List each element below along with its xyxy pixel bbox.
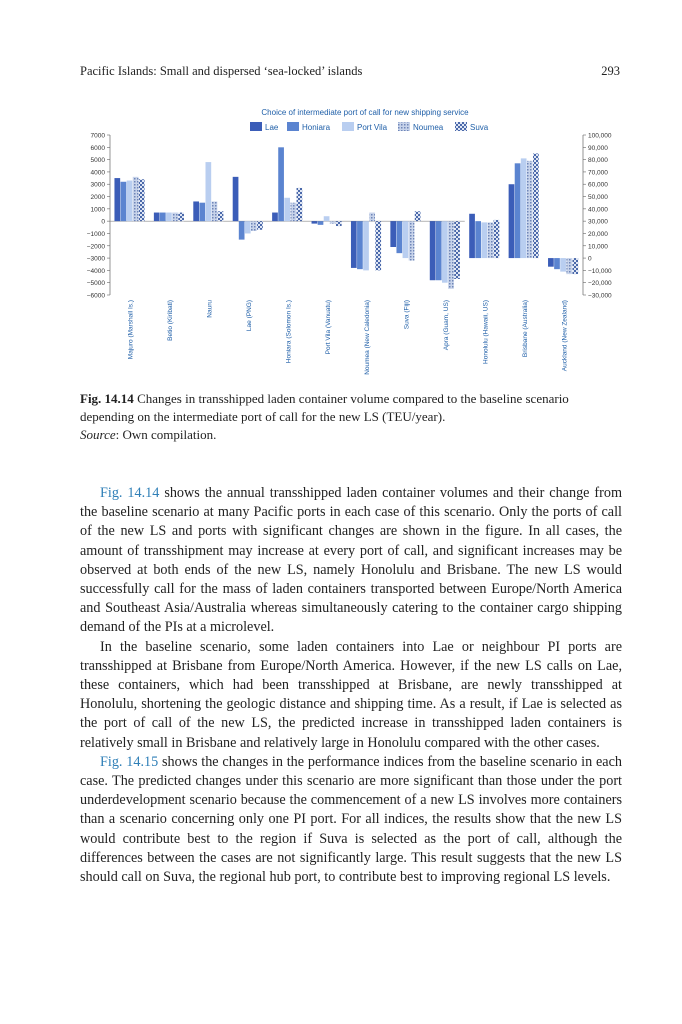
category-label: Auckland (New Zealand) — [561, 299, 569, 372]
left-tick-label: −1000 — [86, 230, 105, 238]
right-tick-label: −20,000 — [588, 280, 612, 288]
right-tick-label: 80,000 — [588, 157, 608, 165]
left-tick-label: −4000 — [86, 267, 105, 275]
left-tick-label: 3000 — [90, 181, 105, 189]
legend-swatch — [250, 122, 262, 131]
bar — [336, 221, 342, 226]
category-label: Honolulu (Hawaii, US) — [482, 300, 490, 364]
bar — [154, 213, 160, 222]
page-number: 293 — [601, 64, 620, 78]
right-tick-label: 30,000 — [588, 218, 608, 226]
bar — [257, 221, 263, 230]
bar — [396, 221, 402, 253]
paragraph-1 — [80, 484, 622, 638]
legend-item — [398, 122, 444, 132]
figure-caption — [80, 390, 622, 444]
caption-text: Changes in transshipped laden container volume compared to the baseline scenario depending on the intermediate port of call for the new LS (TEU/year). — [80, 391, 569, 424]
bar — [193, 201, 199, 221]
bar — [318, 221, 324, 225]
bar — [312, 221, 318, 223]
bar — [278, 147, 284, 221]
legend-item — [287, 122, 331, 132]
bar — [251, 221, 257, 231]
bar — [297, 188, 303, 221]
left-tick-label: −6000 — [86, 292, 105, 300]
bar — [488, 222, 494, 258]
bar — [172, 213, 178, 222]
right-tick-label: 90,000 — [588, 144, 608, 152]
bar — [521, 158, 527, 258]
paragraph-2: In the baseline scenario, some laden containers into Lae or neighbour PI ports are transshipped at Brisbane from Europe/North America. However, if the new LS calls on Lae, these containers, which had been transshipped at Brisbane, are newly transshipped at Honolulu, shortening the geologic distance and shipping time. As a result, if Lae is selected as the port of call of the new LS, the predicted increase in transshipped laden containers is relatively small in Brisbane and relatively large in Honolulu compared with the other cases. — [80, 638, 622, 751]
chart-legend — [250, 122, 489, 132]
figure-reference-link[interactable]: Fig. 14.14 — [100, 485, 160, 501]
right-tick-label: 20,000 — [588, 230, 608, 238]
bar — [166, 213, 172, 222]
figure-reference-link[interactable]: Fig. 14.15 — [100, 753, 159, 770]
right-tick-label: −30,000 — [588, 292, 612, 300]
running-head — [80, 64, 620, 82]
left-tick-label: −3000 — [86, 255, 105, 263]
bar — [239, 221, 245, 239]
paragraph-3 — [80, 753, 622, 887]
bar — [554, 258, 560, 269]
right-tick-label: 10,000 — [588, 243, 608, 251]
left-tick-label: 1000 — [90, 206, 105, 214]
bar — [430, 221, 436, 280]
bar — [351, 221, 357, 268]
left-tick-label: −2000 — [86, 243, 105, 251]
bar — [403, 221, 409, 258]
paragraph-1-text: shows the annual transshipped laden container volumes and their change from the baseline scenario at many Pacific ports in each case of this scenario. Only the ports of call of the new LS and ports with significant changes are shown in the figure. In all cases, the amount of transshipment may increase at every port of call, and significant increases may be observed at both ends of the new LS, namely Honolulu and Brisbane. The new LS would successfully call for the mass of laden containers transported between Europe/North America and Southeast Asia/Australia whereas simultaneously catering to the container cargo shipping demand of the PIs at a microlevel. — [80, 485, 622, 636]
legend-label: Noumea — [413, 123, 444, 132]
bar — [330, 221, 336, 223]
bar — [205, 162, 211, 221]
category-labels — [128, 300, 569, 375]
bar — [357, 221, 363, 269]
right-tick-label: 100,000 — [588, 132, 612, 140]
legend-swatch — [287, 122, 299, 131]
bar — [469, 214, 475, 258]
legend-item — [250, 122, 279, 132]
right-y-axis — [583, 133, 612, 300]
bar — [324, 216, 330, 221]
category-label: Nauru — [206, 300, 214, 318]
left-tick-label: 5000 — [90, 157, 105, 165]
bar — [272, 213, 278, 222]
bar — [121, 182, 127, 221]
bar — [509, 184, 515, 258]
category-label: Noumea (New Caledonia) — [364, 300, 372, 375]
bar — [375, 221, 381, 270]
caption-label: Fig. 14.14 — [80, 391, 134, 406]
legend-item — [455, 122, 489, 132]
left-tick-label: 2000 — [90, 194, 105, 202]
right-tick-label: −10,000 — [588, 267, 612, 275]
left-tick-label: 7000 — [90, 132, 105, 140]
bar — [436, 221, 442, 280]
left-tick-label: −5000 — [86, 280, 105, 288]
left-tick-label: 4000 — [90, 169, 105, 177]
bar — [415, 211, 421, 221]
right-tick-label: 40,000 — [588, 206, 608, 214]
category-label: Betio (Kiribati) — [167, 300, 175, 341]
bar — [178, 213, 184, 222]
right-tick-label: 50,000 — [588, 194, 608, 202]
left-tick-label: 6000 — [90, 144, 105, 152]
bar — [284, 198, 290, 221]
legend-swatch — [455, 122, 467, 131]
legend-swatch — [342, 122, 354, 131]
bar — [390, 221, 396, 247]
bar — [560, 258, 566, 272]
bar — [369, 213, 375, 222]
right-tick-label: 70,000 — [588, 169, 608, 177]
right-tick-label: 0 — [588, 255, 592, 263]
bar — [548, 258, 554, 267]
bar — [114, 178, 120, 221]
category-label: Port Vila (Vanuatu) — [324, 300, 332, 355]
bar — [448, 221, 454, 289]
bar — [515, 163, 521, 258]
category-label: Majuro (Marshall Is.) — [127, 300, 135, 360]
bar — [245, 221, 251, 233]
bar-group — [110, 147, 578, 289]
caption-source-label: Source — [80, 427, 116, 442]
bar-chart — [80, 100, 620, 390]
legend-item — [342, 122, 388, 132]
category-label: Brisbane (Australia) — [521, 300, 529, 358]
bar — [454, 221, 460, 279]
bar — [481, 222, 487, 258]
bar — [527, 161, 533, 258]
bar — [212, 201, 218, 221]
bar — [566, 258, 572, 274]
bar — [442, 221, 448, 283]
bar — [494, 220, 500, 258]
bar — [475, 221, 481, 258]
category-label: Apra (Guam, US) — [443, 300, 451, 351]
bar — [160, 213, 166, 222]
left-tick-label: 0 — [101, 218, 105, 226]
category-label: Lae (PNG) — [245, 300, 253, 332]
legend-label: Suva — [470, 123, 489, 132]
left-y-axis — [87, 133, 110, 300]
bar — [233, 177, 239, 221]
bar — [218, 211, 224, 221]
bar — [139, 179, 145, 221]
category-label: Honiara (Solomon Is.) — [285, 300, 293, 364]
bar — [290, 203, 296, 221]
legend-label: Lae — [265, 123, 279, 132]
legend-swatch — [398, 122, 410, 131]
bar — [533, 153, 539, 258]
running-title: Pacific Islands: Small and dispersed ‘sea-locked’ islands — [80, 64, 363, 78]
bar — [133, 177, 139, 221]
caption-source-text: : Own compilation. — [115, 427, 217, 442]
bar — [572, 258, 578, 274]
bar — [363, 221, 369, 270]
chart-title: Choice of intermediate port of call for new shipping service — [261, 108, 469, 117]
legend-label: Port Vila — [357, 123, 388, 132]
bar — [409, 221, 415, 260]
right-tick-label: 60,000 — [588, 181, 608, 189]
bar — [199, 203, 205, 221]
legend-label: Honiara — [302, 123, 331, 132]
category-label: Suva (Fiji) — [403, 300, 411, 330]
body-text — [80, 484, 622, 887]
bar — [127, 181, 133, 222]
paragraph-3-text: shows the changes in the performance indices from the baseline scenario in each case. The predicted changes under this scenario are more significant than those under the port underdevelopment scenario because the commencement of a new LS involves more containers than a scenario concerning only one PI port. For all indices, the results show that the new LS would contribute best to the region if Suva is selected as the port of call, although the differences between the cases are not significantly large. This result suggests that the new LS should call on Suva, the regional hub port, to contribute best to improving regional LS levels. — [80, 753, 622, 886]
